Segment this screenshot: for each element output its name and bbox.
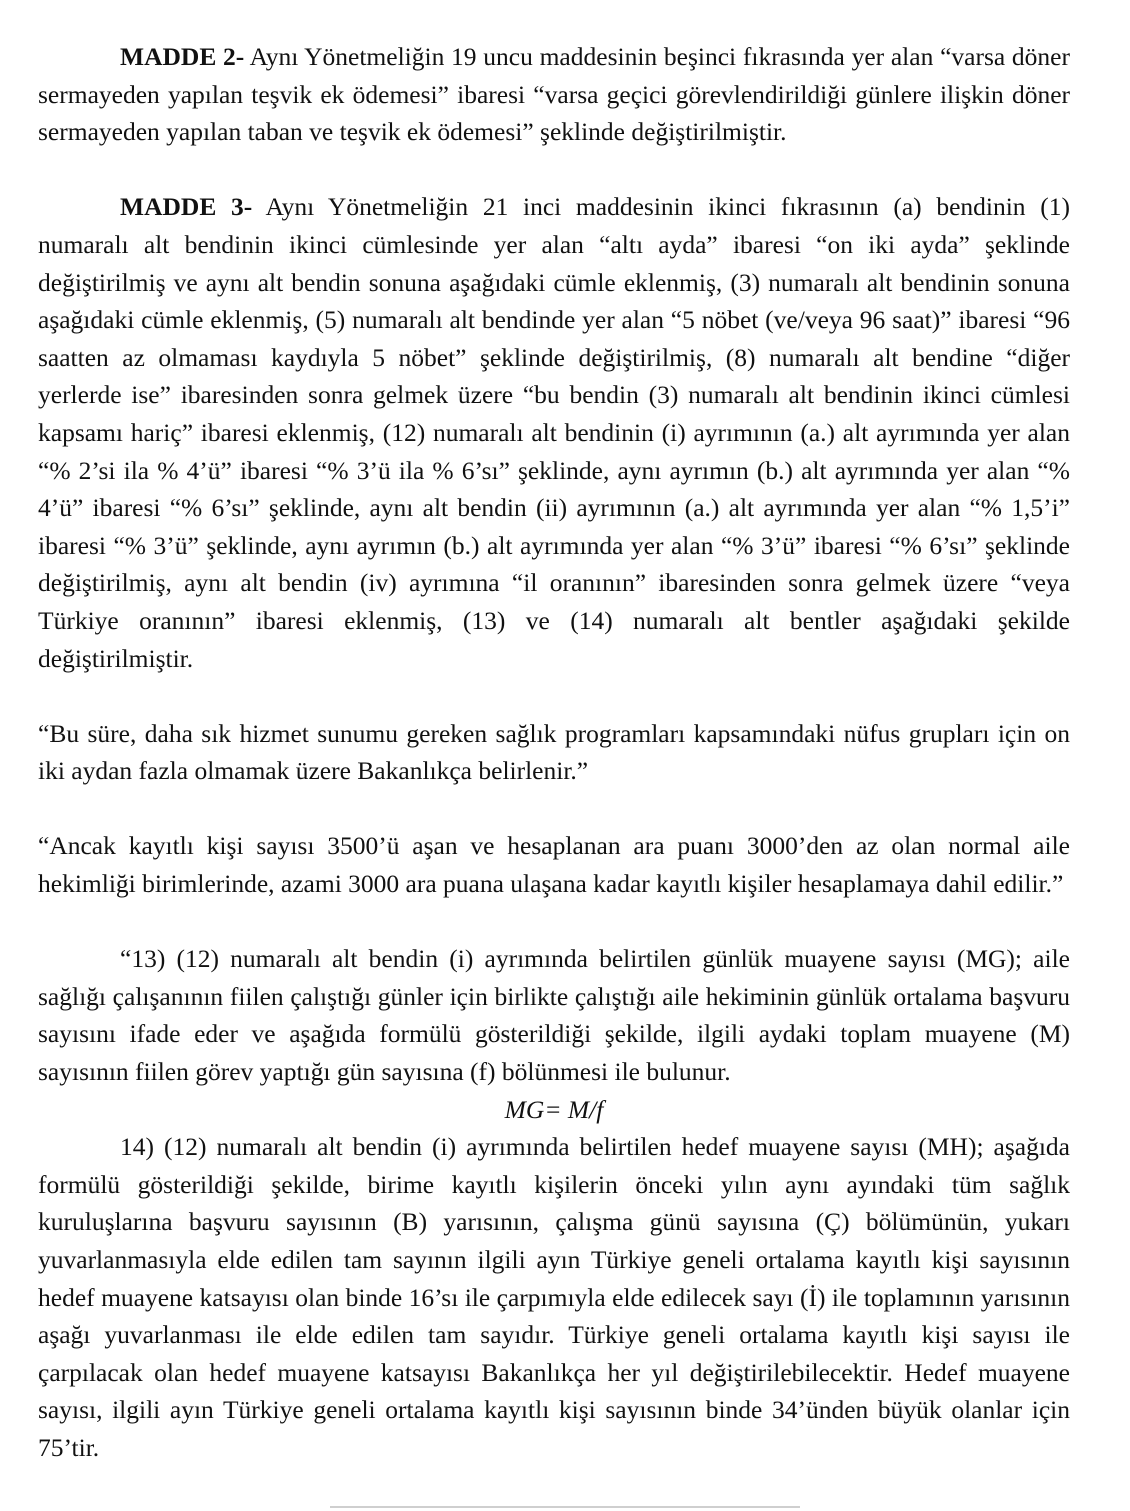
paragraph-spacer	[38, 677, 1070, 715]
madde-3-paragraph	[38, 188, 1070, 677]
quote-1-paragraph: “Bu süre, daha sık hizmet sunumu gereken sağlık programları kapsamındaki nüfus grupları için on iki aydan fazla olmamak üzere Bakanlıkça belirlenir.”	[38, 718, 1070, 786]
document-body	[38, 38, 1070, 1467]
madde-2-heading: MADDE 2-	[120, 42, 245, 71]
item-13-paragraph: “13) (12) numaralı alt bendin (i) ayrımında belirtilen günlük muayene sayısı (MG); aile sağlığı çalışanının fiilen çalıştığı günler için birlikte çalıştığı aile hekiminin günlük ortalama başvuru sayısını ifade eder ve aşağıda formülü gösterildiği şekilde, ilgili aydaki toplam muayene (M) sayısının fiilen görev yaptığı gün sayısına (f) bölünmesi ile bulunur.	[38, 944, 1070, 1087]
paragraph-spacer	[38, 790, 1070, 828]
madde-2-text: Aynı Yönetmeliğin 19 uncu maddesinin beşinci fıkrasında yer alan “varsa döner sermayeden yapılan teşvik ek ödemesi” ibaresi “varsa geçici görevlendirildiği günlere ilişkin döner sermayeden yapılan taban ve teşvik ek ödemesi” şeklinde değiştirilmiştir.	[38, 42, 1070, 147]
paragraph-spacer	[38, 151, 1070, 189]
bottom-divider	[330, 1506, 800, 1508]
item-14-paragraph: 14) (12) numaralı alt bendin (i) ayrımında belirtilen hedef muayene sayısı (MH); aşağıda formülü gösterildiği şekilde, birime kayıtlı kişilerin önceki yılın aynı ayındaki tüm sağlık kuruluşlarına başvuru sayısının (B) yarısının, çalışma günü sayısına (Ç) bölümünün, yukarı yuvarlanmasıyla elde edilen tam sayının ilgili ayın Türkiye geneli ortalama kayıtlı kişi sayısının hedef muayene katsayısı olan binde 16’sı ile çarpımıyla elde edilecek sayı (İ) ile toplamının yarısının aşağı yuvarlanması ile elde edilen tam sayıdır. Türkiye geneli ortalama kayıtlı kişi sayısı ile çarpılacak olan hedef muayene katsayısı Bakanlıkça her yıl değiştirilebilecektir. Hedef muayene sayısı, ilgili ayın Türkiye geneli ortalama kayıtlı kişi sayısının binde 34’ünden büyük olanlar için 75’tir.	[38, 1132, 1070, 1462]
madde-3-text: Aynı Yönetmeliğin 21 inci maddesinin ikinci fıkrasının (a) bendinin (1) numaralı alt bendinin ikinci cümlesinde yer alan “altı ayda” ibaresi “on iki ayda” şeklinde değiştirilmiş ve aynı alt bendin sonuna aşağıdaki cümle eklenmiş, (3) numaralı alt bendinin sonuna aşağıdaki cümle eklenmiş, (5) numaralı alt bendinde yer alan “5 nöbet (ve/veya 96 saat)” ibaresi “96 saatten az olmaması kaydıyla 5 nöbet” şeklinde değiştirilmiş, (8) numaralı alt bendine “diğer yerlerde ise” ibaresinden sonra gelmek üzere “bu bendin (3) numaralı alt bendinin ikinci cümlesi kapsamı hariç” ibaresi eklenmiş, (12) numaralı alt bendinin (i) ayrımının (a.) alt ayrımında yer alan “% 2’si ila % 4’ü” ibaresi “% 3’ü ila % 6’sı” şeklinde, aynı ayrımın (b.) alt ayrımında yer alan “% 4’ü” ibaresi “% 6’sı” şeklinde, aynı alt bendin (ii) ayrımının (a.) alt ayrımında yer alan “% 1,5’i” ibaresi “% 3’ü” şeklinde, aynı ayrımın (b.) alt ayrımında yer alan “% 3’ü” ibaresi “% 6’sı” şeklinde değiştirilmiş, aynı alt bendin (iv) ayrımına “il oranının” ibaresinden sonra gelmek üzere “veya Türkiye oranının” ibaresi eklenmiş, (13) ve (14) numaralı alt bentler aşağıdaki şekilde değiştirilmiştir.	[38, 192, 1070, 673]
madde-2-paragraph	[38, 38, 1070, 151]
formula-mg: MG= M/f	[504, 1094, 604, 1124]
quote-2-paragraph: “Ancak kayıtlı kişi sayısı 3500’ü aşan ve hesaplanan ara puanı 3000’den az olan normal aile hekimliği birimlerinde, azami 3000 ara puana ulaşana kadar kayıtlı kişiler hesaplamaya dahil edilir.”	[38, 831, 1070, 899]
paragraph-spacer	[38, 903, 1070, 941]
madde-3-heading: MADDE 3-	[120, 192, 253, 222]
